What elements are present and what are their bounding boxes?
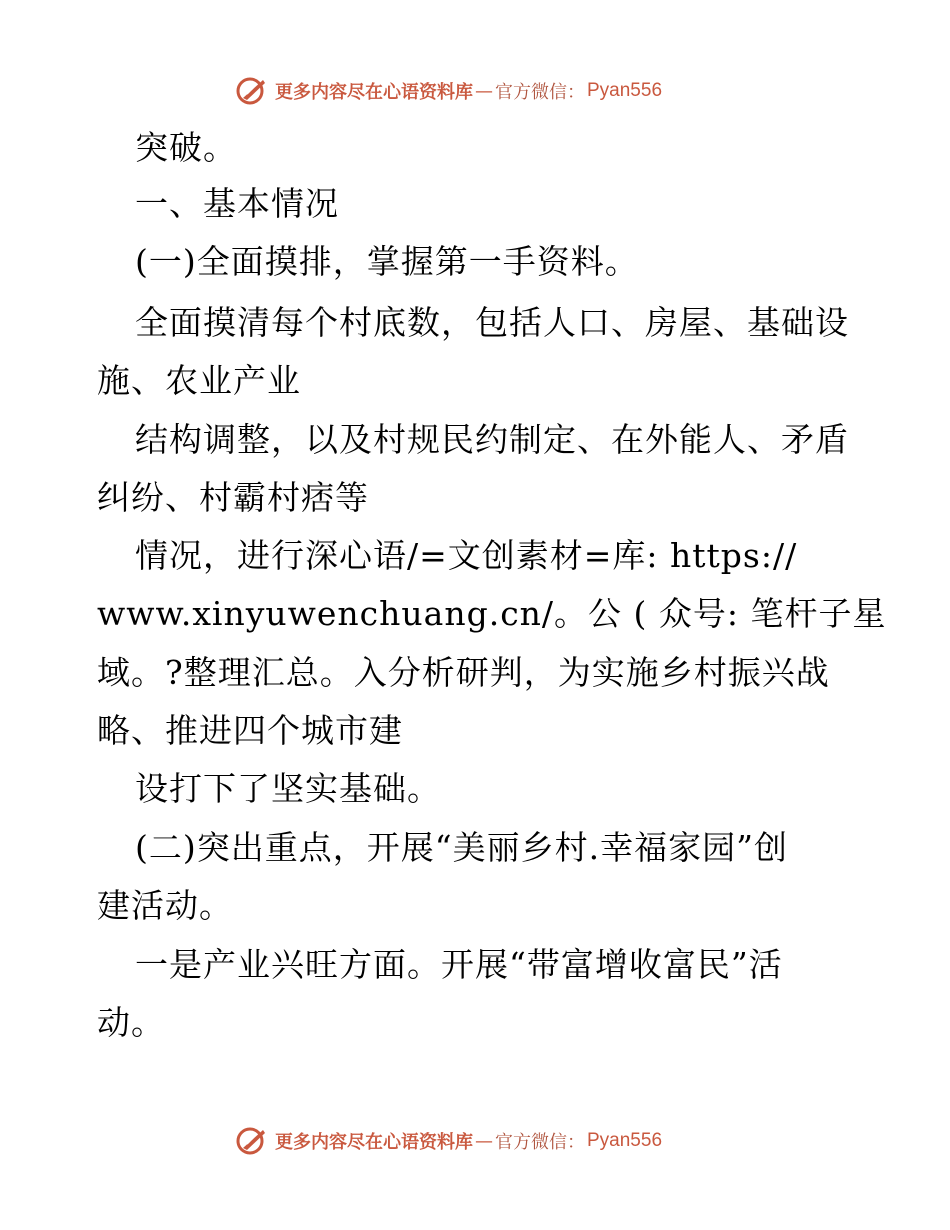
text-line: 建活动。: [97, 886, 233, 925]
subsection-heading: (二)突出重点，开展“美丽乡村.幸福家园”创: [135, 828, 788, 867]
text-line: 域。?整理汇总。入分析研判，为实施乡村振兴战: [97, 653, 830, 692]
text-line: 情况，进行深心语/=文创素材=库: https://: [135, 536, 798, 575]
text-line: 略、推进四个城市建: [97, 711, 403, 750]
header-watermark: [235, 74, 662, 108]
subsection-heading: (一)全面摸排，掌握第一手资料。: [135, 242, 639, 281]
text-line: 一是产业兴旺方面。开展“带富增收富民”活: [135, 945, 783, 984]
text-line: 突破。: [135, 128, 237, 167]
quill-logo-icon: [235, 74, 269, 108]
quill-logo-icon: [235, 1124, 269, 1158]
text-line: www.xinyuwenchuang.cn/。公 ( 众号: 笔杆子星: [97, 594, 887, 633]
text-line: 结构调整，以及村规民约制定、在外能人、矛盾: [135, 420, 849, 459]
watermark-wechat-id: Pyan556: [587, 1130, 663, 1151]
watermark-separator: —: [475, 80, 493, 102]
text-line: 施、农业产业: [97, 361, 301, 400]
text-line: 动。: [97, 1003, 165, 1042]
watermark-wechat-id: Pyan556: [587, 80, 663, 101]
watermark-label: 官方微信：: [495, 82, 585, 103]
section-heading: 一、基本情况: [135, 184, 339, 223]
watermark-text: 更多内容尽在心语资料库: [275, 1132, 473, 1153]
watermark-separator: —: [475, 1130, 493, 1152]
watermark-label: 官方微信：: [495, 1132, 585, 1153]
footer-watermark: [235, 1124, 662, 1158]
watermark-text: 更多内容尽在心语资料库: [275, 82, 473, 103]
text-line: 全面摸清每个村底数，包括人口、房屋、基础设: [135, 303, 849, 342]
text-line: 设打下了坚实基础。: [135, 769, 441, 808]
text-line: 纠纷、村霸村痞等: [97, 478, 369, 517]
